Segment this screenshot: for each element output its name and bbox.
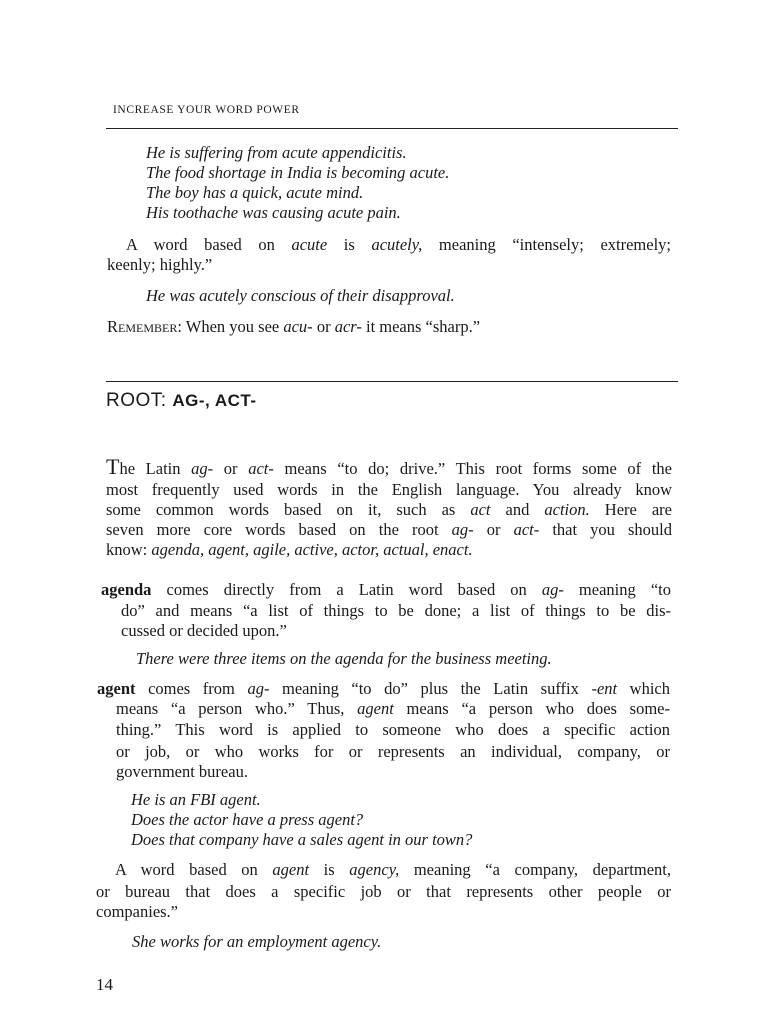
intro-paragraph-line: know: agenda, agent, agile, active, actor, actual, enact. (106, 540, 473, 559)
agent-entry-line: or job, or who works for or represents an individual, company, or (116, 742, 670, 761)
agent-entry-line: means “a person who.” Thus, agent means “a person who does some- (116, 699, 670, 718)
example-sentence: Does the actor have a press agent? (131, 810, 364, 829)
example-sentence: The food shortage in India is becoming acute. (146, 163, 450, 182)
agent-entry-line: government bureau. (116, 762, 248, 781)
agency-paragraph-line: companies.” (96, 902, 179, 921)
intro-paragraph-line: most frequently used words in the English language. You already know (106, 480, 672, 499)
agenda-entry-line: cussed or decided upon.” (121, 621, 287, 640)
example-sentence: He is an FBI agent. (131, 790, 261, 809)
running-head: INCREASE YOUR WORD POWER (113, 104, 300, 116)
example-sentence: Does that company have a sales agent in our town? (131, 830, 473, 849)
root-rule (106, 381, 678, 382)
agent-entry-line: thing.” This word is applied to someone who does a specific action (116, 720, 670, 739)
example-sentence: There were three items on the agenda for the business meeting. (136, 649, 552, 668)
example-sentence: He is suffering from acute appendicitis. (146, 143, 407, 162)
example-sentence: He was acutely conscious of their disapproval. (146, 286, 455, 305)
acutely-paragraph-line: A word based on acute is acutely, meaning “intensely; extremely; (126, 235, 671, 254)
agency-paragraph-line: or bureau that does a specific job or that represents other people or (96, 882, 671, 901)
acutely-paragraph-line: keenly; highly.” (107, 255, 213, 274)
intro-paragraph-line: The Latin ag- or act- means “to do; drive.” This root forms some of the (106, 454, 672, 479)
intro-paragraph-line: seven more core words based on the root ag- or act- that you should (106, 520, 672, 539)
entry-term: agenda (101, 580, 152, 599)
header-rule (106, 128, 678, 129)
agent-entry-line: agent comes from ag- meaning “to do” plus the Latin suffix -ent which (97, 679, 670, 698)
remember-note: Remember: When you see acu- or acr- it means “sharp.” (107, 317, 481, 336)
agency-paragraph-line: A word based on agent is agency, meaning “a company, department, (115, 860, 671, 879)
intro-paragraph-line: some common words based on it, such as act and action. Here are (106, 500, 672, 519)
agenda-entry-line: agenda comes directly from a Latin word based on ag- meaning “to (101, 580, 671, 599)
example-sentence: The boy has a quick, acute mind. (146, 183, 364, 202)
root-heading: ROOT: AG-, ACT- (106, 390, 257, 411)
example-sentence: She works for an employment agency. (132, 932, 382, 951)
agenda-entry-line: do” and means “a list of things to be done; a list of things to be dis- (121, 601, 671, 620)
entry-term: agent (97, 679, 136, 698)
page-number: 14 (96, 975, 113, 994)
example-sentence: His toothache was causing acute pain. (146, 203, 401, 222)
